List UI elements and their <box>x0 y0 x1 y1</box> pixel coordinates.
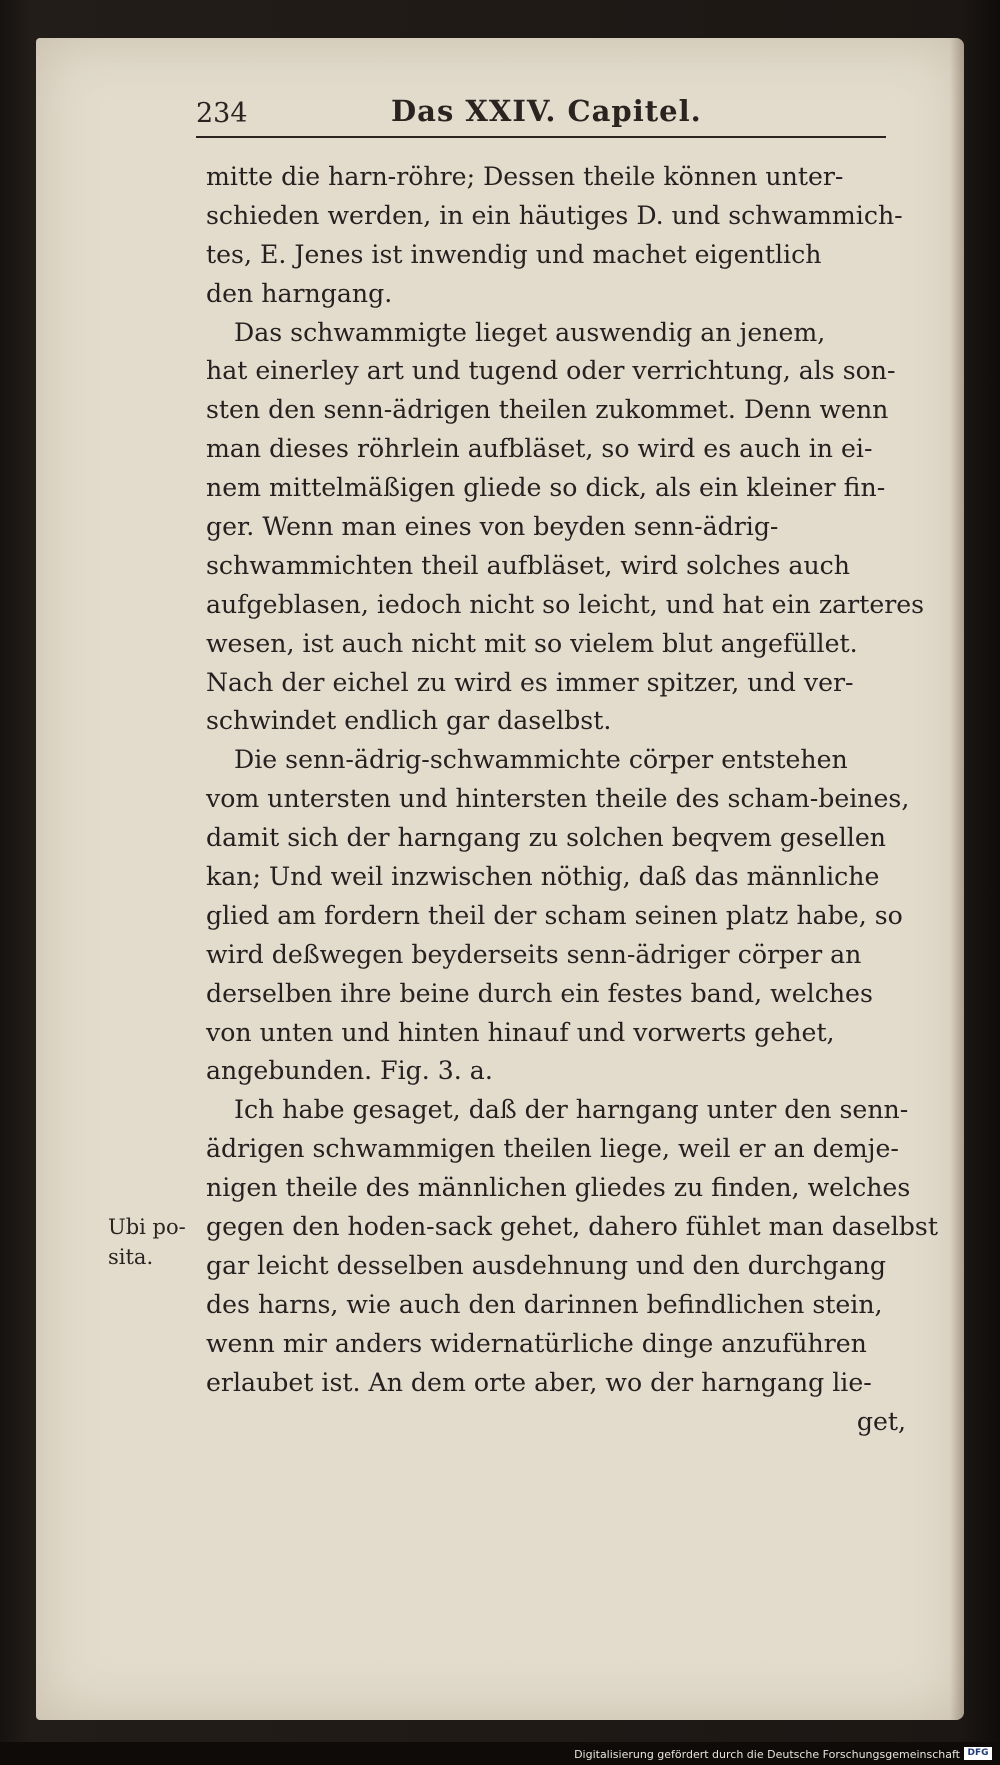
text-line: derselben ihre beine durch ein festes band, welches <box>206 978 873 1008</box>
text-line: den harngang. <box>206 278 393 308</box>
page-header <box>196 92 886 138</box>
page-edge-shadow <box>950 38 964 1720</box>
text-line: aufgeblasen, iedoch nicht so leicht, und hat ein zarteres <box>206 589 925 619</box>
text-line: schieden werden, in ein häutiges D. und schwammich- <box>206 200 903 230</box>
text-line: des harns, wie auch den darinnen befindlichen stein, <box>206 1289 883 1319</box>
paragraph-start-line: Das schwammigte lieget auswendig an jenem, <box>234 317 826 347</box>
text-line: von unten und hinten hinauf und vorwerts gehet, <box>206 1017 835 1047</box>
text-line: vom untersten und hintersten theile des scham-beines, <box>206 784 910 814</box>
text-line: damit sich der harngang zu solchen beqvem gesellen <box>206 823 886 853</box>
digitization-credit: Digitalisierung gefördert durch die Deutsche Forschungsgemeinschaft <box>574 1748 960 1761</box>
text-line: nem mittelmäßigen gliede so dick, als ein kleiner fin- <box>206 473 886 503</box>
text-line: glied am fordern theil der scham seinen platz habe, so <box>206 900 903 930</box>
text-line: Nach der eichel zu wird es immer spitzer, und ver- <box>206 667 854 697</box>
running-head: Das XXIV. Capitel. <box>391 94 702 128</box>
text-line: tes, E. Jenes ist inwendig und machet eigentlich <box>206 239 822 269</box>
text-line: wird deßwegen beyderseits senn-ädriger cörper an <box>206 939 862 969</box>
catchword-line: get, <box>856 1406 906 1436</box>
dfg-logo: DFG <box>964 1747 992 1760</box>
text-line: angebunden. Fig. 3. a. <box>206 1056 493 1086</box>
text-line: ädrigen schwammigen theilen liege, weil er an demje- <box>206 1134 899 1164</box>
text-line: hat einerley art und tugend oder verrichtung, als son- <box>206 356 896 386</box>
text-line: ger. Wenn man eines von beyden senn-ädrig- <box>206 512 779 542</box>
text-line: kan; Und weil inzwischen nöthig, daß das männliche <box>206 862 880 892</box>
paragraph-start-line: Ich habe gesaget, daß der harngang unter den senn- <box>234 1095 909 1125</box>
marginal-note-line: Ubi po- <box>108 1215 186 1239</box>
text-line: gegen den hoden-sack gehet, dahero fühlet man daselbst <box>206 1212 938 1242</box>
page-number: 234 <box>196 98 248 129</box>
text-line: erlaubet ist. An dem orte aber, wo der harngang lie- <box>206 1367 872 1397</box>
text-line: wenn mir anders widernatürliche dinge anzuführen <box>206 1328 867 1358</box>
text-line: schwammichten theil aufbläset, wird solches auch <box>206 550 850 580</box>
text-line: mitte die harn-röhre; Dessen theile können unter- <box>206 162 844 191</box>
text-line: nigen theile des männlichen gliedes zu finden, welches <box>206 1173 911 1203</box>
text-line: man dieses röhrlein aufbläset, so wird es auch in ei- <box>206 434 873 464</box>
text-line: schwindet endlich gar daselbst. <box>206 706 612 736</box>
marginal-note <box>108 1212 198 1272</box>
text-line: gar leicht desselben ausdehnung und den durchgang <box>206 1250 887 1280</box>
paragraph-start-line: Die senn-ädrig-schwammichte cörper entstehen <box>234 745 848 775</box>
marginal-note-line: sita. <box>108 1245 154 1269</box>
text-line: sten den senn-ädrigen theilen zukommet. Denn wenn <box>206 395 889 425</box>
text-line: wesen, ist auch nicht mit so vielem blut angefüllet. <box>206 628 858 658</box>
body-text <box>206 158 938 1441</box>
